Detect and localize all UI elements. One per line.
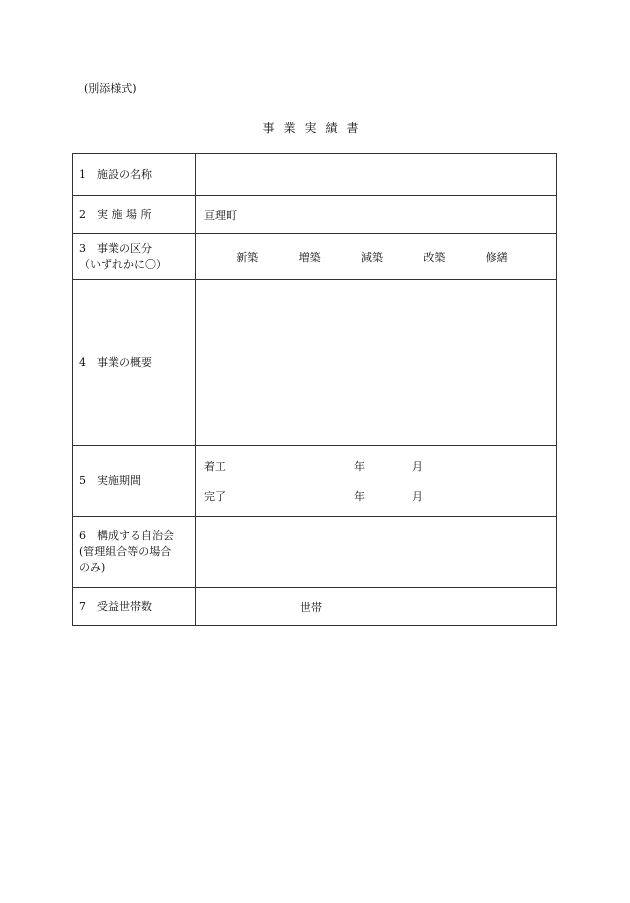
period-end-month-unit: 月 bbox=[412, 490, 423, 503]
category-label bbox=[73, 234, 196, 280]
association-label-line3: のみ) bbox=[79, 561, 106, 574]
period-start-year-unit: 年 bbox=[354, 460, 365, 473]
category-option-rebuild[interactable]: 改築 bbox=[423, 250, 446, 264]
row-period bbox=[73, 446, 557, 517]
association-label-line2: (管理組合等の場合 bbox=[79, 545, 172, 558]
location-field[interactable]: 亘理町 bbox=[196, 196, 557, 234]
row-category bbox=[73, 234, 557, 280]
report-form-table bbox=[72, 153, 557, 626]
period-label: 5 実施期間 bbox=[73, 446, 196, 517]
row-association bbox=[73, 517, 557, 588]
households-field[interactable] bbox=[196, 588, 557, 626]
period-end-label: 完了 bbox=[204, 490, 226, 503]
location-label: 2 実 施 場 所 bbox=[73, 196, 196, 234]
period-start-label: 着工 bbox=[204, 460, 226, 473]
category-option-repair[interactable]: 修繕 bbox=[485, 250, 508, 264]
form-annex-label: (別添様式) bbox=[84, 82, 137, 95]
facility-name-label: 1 施設の名称 bbox=[73, 154, 196, 196]
period-end-year-unit: 年 bbox=[354, 490, 365, 503]
overview-field[interactable] bbox=[196, 280, 557, 446]
category-option-extension[interactable]: 増築 bbox=[298, 250, 321, 264]
overview-label: 4 事業の概要 bbox=[73, 280, 196, 446]
row-households bbox=[73, 588, 557, 626]
period-fields bbox=[196, 446, 557, 517]
category-option-reduction[interactable]: 減築 bbox=[360, 250, 383, 264]
households-label: 7 受益世帯数 bbox=[73, 588, 196, 626]
period-start-month-unit: 月 bbox=[412, 460, 423, 473]
category-option-new[interactable]: 新築 bbox=[236, 250, 259, 264]
facility-name-field[interactable] bbox=[196, 154, 557, 196]
category-label-line1: 3 事業の区分 bbox=[79, 241, 152, 255]
document-title: 事業実績書 bbox=[262, 121, 368, 135]
row-overview bbox=[73, 280, 557, 446]
category-label-line2: （いずれかに〇） bbox=[79, 257, 167, 271]
households-unit: 世帯 bbox=[300, 600, 322, 614]
category-options bbox=[196, 234, 557, 280]
period-end-row[interactable] bbox=[204, 481, 556, 511]
association-label-line1: 6 構成する自治会 bbox=[79, 529, 174, 542]
association-label bbox=[73, 517, 196, 588]
association-field[interactable] bbox=[196, 517, 557, 588]
period-start-row[interactable] bbox=[204, 451, 556, 481]
row-location bbox=[73, 196, 557, 234]
row-facility-name bbox=[73, 154, 557, 196]
